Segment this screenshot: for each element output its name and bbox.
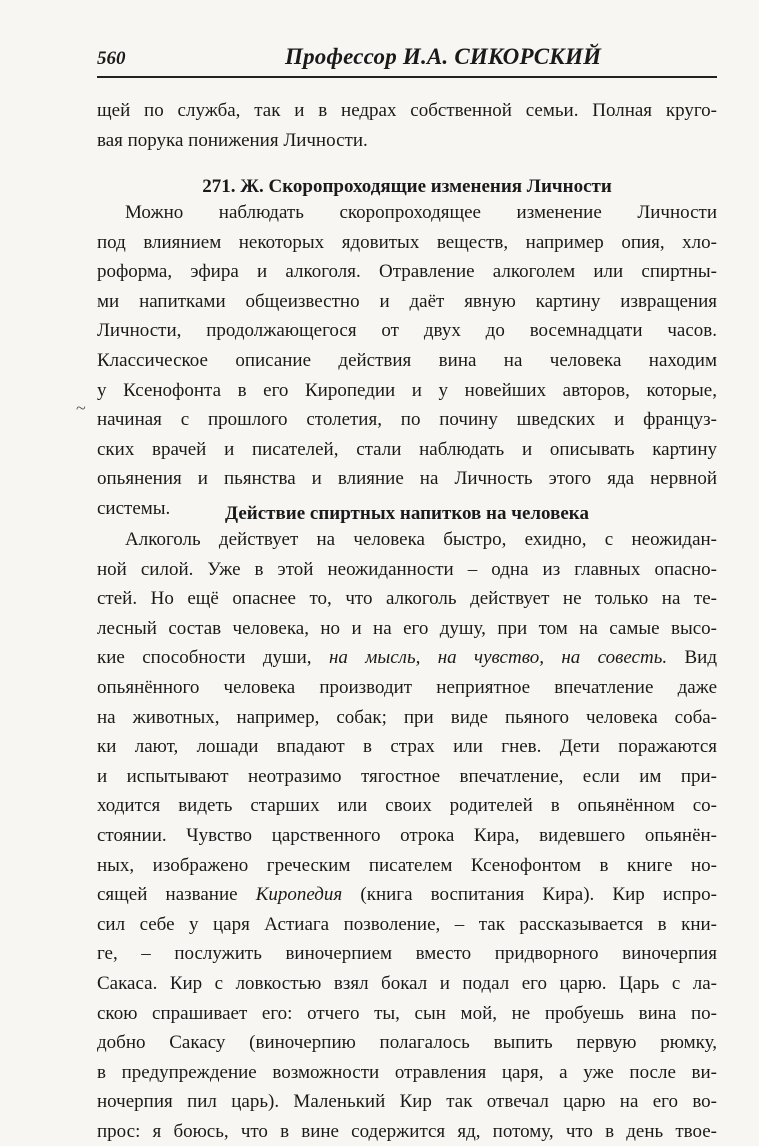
text-line: роформа, эфира и алкоголя. Отравление алкоголем или спиртны- <box>97 261 717 283</box>
section-heading-271: 271. Ж. Скоропроходящие изменения Личности <box>202 176 612 197</box>
text-line <box>97 880 717 910</box>
text-fragment: ге, – послужить виночерпием вместо придворного виночерпия <box>97 943 717 965</box>
text-line: под влиянием некоторых ядовитых веществ, например опия, хло- <box>97 231 717 253</box>
italic-emphasis: на мысль, на чувство, на совесть. <box>328 647 668 669</box>
text-line <box>97 1028 717 1058</box>
text-line <box>97 791 717 821</box>
text-fragment: скою спрашивает его: отчего ты, сын мой, не пробуешь вина по- <box>97 1002 717 1024</box>
text-line <box>97 999 717 1029</box>
text-line: у Ксенофонта в его Киропедии и у новейших авторов, которые, <box>97 379 717 401</box>
text-line: вая порука понижения Личности. <box>97 129 368 151</box>
text-fragment: в предупреждение возможности отравления царя, а уже после ви- <box>97 1061 717 1083</box>
text-line <box>97 1117 717 1146</box>
text-line <box>97 1087 717 1117</box>
text-line <box>97 762 717 792</box>
text-line: начиная с прошлого столетия, по почину шведских и француз- <box>97 409 717 431</box>
text-fragment: опьянённого человека производит неприятное впечатление даже <box>97 676 717 698</box>
text-fragment: ки лают, лошади впадают в страх или гнев. Дети поражаются <box>97 736 717 758</box>
page-number: 560 <box>97 48 126 69</box>
text-fragment: ночерпия пил царь). Маленький Кир так отвечал царю на его во- <box>97 1091 717 1113</box>
text-fragment: (книга воспитания Кира). Кир испро- <box>342 884 717 906</box>
text-line <box>97 851 717 881</box>
text-line: щей по служба, так и в недрах собственной семьи. Полная круго- <box>97 100 717 121</box>
text-fragment: ной силой. Уже в этой неожиданности – одна из главных опасно- <box>97 558 717 580</box>
text-fragment: и испытывают неотразимо тягостное впечатление, если им при- <box>97 765 717 787</box>
text-line: Можно наблюдать скоропроходящее изменение Личности <box>125 202 717 223</box>
italic-emphasis: Киропедия <box>255 884 343 906</box>
text-fragment: Алкоголь действует на человека быстро, ехидно, с неожидан- <box>125 529 717 550</box>
text-line: системы. <box>97 497 171 519</box>
text-line <box>97 555 717 585</box>
text-fragment: добно Сакасу (виночерпию полагалось выпить первую рюмку, <box>97 1032 717 1054</box>
section-271-body <box>97 198 717 524</box>
text-line: опьянения и пьянства и влияние на Личность этого яда нервной <box>97 468 717 490</box>
text-line <box>97 525 717 555</box>
running-header <box>97 40 717 78</box>
intro-paragraph <box>97 96 717 155</box>
text-fragment: кие способности души, <box>97 647 329 669</box>
text-fragment: Вид <box>667 647 717 669</box>
running-title: Профессор И.А. СИКОРСКИЙ <box>285 44 602 69</box>
text-line <box>97 703 717 733</box>
text-fragment: стей. Но ещё опаснее то, что алкоголь действует не только на те- <box>97 588 717 610</box>
margin-mark: ~ <box>76 398 86 418</box>
section-alcohol-body <box>97 525 717 1146</box>
text-line <box>97 969 717 999</box>
text-fragment: на животных, например, собак; при виде пьяного человека соба- <box>97 706 717 728</box>
text-fragment: ходится видеть старших или своих родителей в опьянённом со- <box>97 795 717 817</box>
text-line <box>97 1058 717 1088</box>
text-line: ми напитками общеизвестно и даёт явную картину извращения <box>97 290 717 312</box>
section-heading-alcohol: Действие спиртных напитков на человека <box>225 503 589 524</box>
text-line <box>97 732 717 762</box>
text-line <box>97 643 717 673</box>
text-line <box>97 939 717 969</box>
text-fragment: сящей название <box>97 884 256 906</box>
text-line <box>97 614 717 644</box>
text-line <box>97 673 717 703</box>
text-fragment: лесный состав человека, но и на его душу, при том на самые высо- <box>97 617 717 639</box>
text-line: ских врачей и писателей, стали наблюдать и описывать картину <box>97 438 717 460</box>
text-fragment: прос: я боюсь, что в вине содержится яд, потому, что в день твое- <box>97 1120 717 1142</box>
text-line: Личности, продолжающегося от двух до восемнадцати часов. <box>97 320 717 342</box>
text-fragment: Сакаса. Кир с ловкостью взял бокал и подал его царю. Царь с ла- <box>97 972 717 994</box>
text-line: Классическое описание действия вина на человека находим <box>97 349 717 371</box>
text-line <box>97 821 717 851</box>
text-line <box>97 910 717 940</box>
text-fragment: ных, изображено греческим писателем Ксенофонтом в книге но- <box>97 854 717 876</box>
text-fragment: сил себе у царя Астиага позволение, – так рассказывается в кни- <box>97 913 717 935</box>
text-line <box>97 584 717 614</box>
text-fragment: стоянии. Чувство царственного отрока Кира, видевшего опьянён- <box>97 824 717 846</box>
